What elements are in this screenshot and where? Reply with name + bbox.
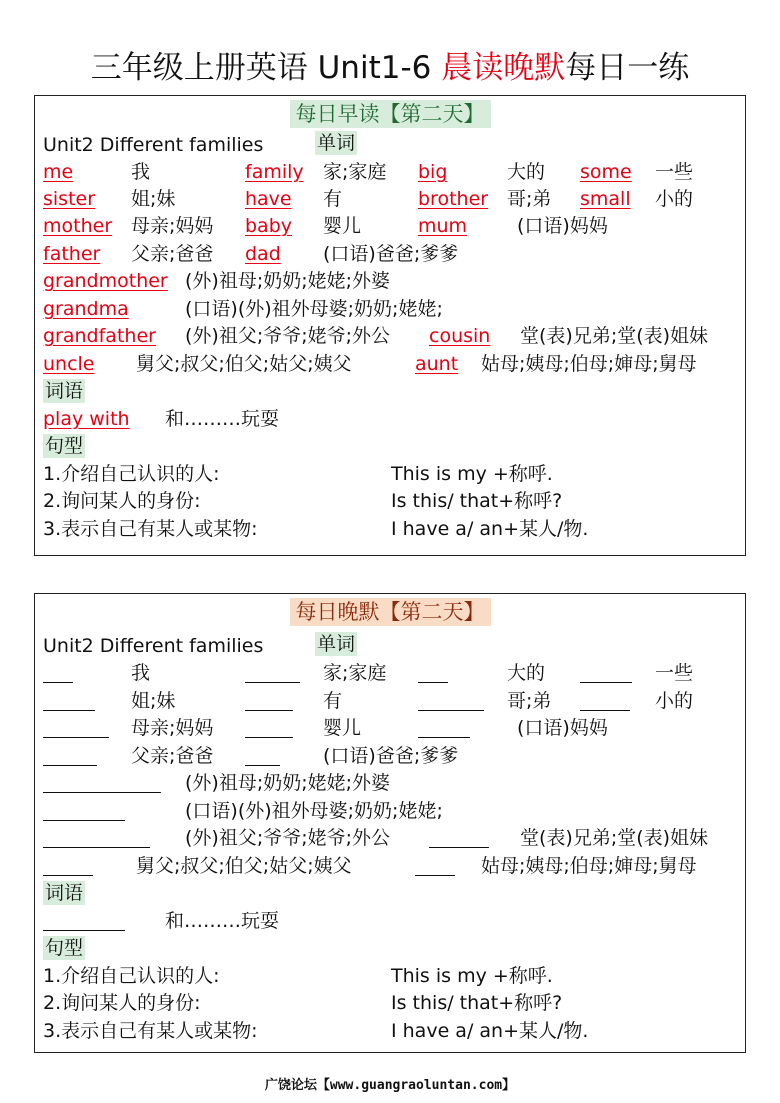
morning-header: 每日早读【第二天】	[35, 100, 745, 128]
answer-blank[interactable]	[245, 682, 300, 683]
sentence-desc: 2.询问某人的身份:	[43, 490, 201, 512]
phrase-en: play with	[43, 408, 130, 430]
word-cn: 一些	[655, 662, 694, 684]
answer-blank[interactable]	[43, 737, 109, 738]
sentence-desc: 3.表示自己有某人或某物:	[43, 518, 258, 540]
word-en: me	[43, 161, 74, 183]
word-en: big	[418, 161, 448, 183]
word-cn: (外)祖母;奶奶;姥姥;外婆	[185, 270, 391, 292]
sentence-desc: 3.表示自己有某人或某物:	[43, 1020, 258, 1042]
word-en: some	[580, 161, 632, 183]
title-part3: 每日一练	[565, 50, 690, 86]
word-cn: 父亲;爸爸	[131, 243, 214, 265]
word-cn: 堂(表)兄弟;堂(表)姐妹	[520, 325, 709, 347]
word-cn: 家;家庭	[323, 161, 387, 183]
answer-blank[interactable]	[43, 847, 150, 848]
word-en: grandmother	[43, 270, 168, 292]
word-cn: 堂(表)兄弟;堂(表)姐妹	[520, 827, 709, 849]
answer-blank[interactable]	[43, 820, 125, 821]
unit-title: Unit2 Different families	[43, 134, 264, 156]
evening-dictation-box	[34, 593, 746, 1053]
footer-site[interactable]: 【www.guangraoluntan.com】	[316, 1078, 516, 1093]
answer-blank[interactable]	[43, 682, 73, 683]
label-sentences: 句型	[45, 435, 84, 457]
sentence-desc: 1.介绍自己认识的人:	[43, 965, 220, 987]
answer-blank[interactable]	[43, 710, 95, 711]
sentence-pattern: This is my +称呼.	[391, 965, 553, 987]
word-cn: 姑母;姨母;伯母;婶母;舅母	[481, 855, 697, 877]
word-cn: 大的	[507, 161, 546, 183]
word-cn: 有	[323, 690, 343, 712]
answer-blank[interactable]	[43, 875, 93, 876]
word-cn: (口语)(外)祖外母婆;奶奶;姥姥;	[185, 800, 443, 822]
word-en: sister	[43, 188, 96, 210]
phrase-cn: 和………玩耍	[165, 408, 280, 430]
answer-blank[interactable]	[415, 875, 455, 876]
answer-blank[interactable]	[43, 930, 125, 931]
answer-blank[interactable]	[245, 710, 293, 711]
word-en: baby	[245, 215, 293, 237]
word-en: small	[580, 188, 631, 210]
label-phrases: 词语	[45, 882, 84, 904]
title-part2: 晨读晚默	[441, 50, 566, 86]
word-cn: (口语)(外)祖外母婆;奶奶;姥姥;	[185, 298, 443, 320]
word-en: uncle	[43, 353, 95, 375]
sentence-pattern: Is this/ that+称呼?	[391, 490, 563, 512]
word-cn: (外)祖父;爷爷;姥爷;外公	[185, 325, 391, 347]
page-title	[0, 44, 780, 92]
word-cn: 舅父;叔父;伯父;姑父;姨父	[136, 353, 352, 375]
word-en: aunt	[415, 353, 459, 375]
sentence-pattern: I have a/ an+某人/物.	[391, 518, 589, 540]
word-en: father	[43, 243, 101, 265]
word-cn: 母亲;妈妈	[131, 717, 214, 739]
sentence-pattern: I have a/ an+某人/物.	[391, 1020, 589, 1042]
label-sentences: 句型	[45, 937, 84, 959]
word-cn: 哥;弟	[507, 690, 552, 712]
answer-blank[interactable]	[43, 765, 97, 766]
phrase-cn: 和………玩耍	[165, 910, 280, 932]
word-cn: (外)祖父;爷爷;姥爷;外公	[185, 827, 391, 849]
word-en: grandma	[43, 298, 129, 320]
label-phrases: 词语	[45, 380, 84, 402]
word-cn: 父亲;爸爸	[131, 745, 214, 767]
word-cn: 哥;弟	[507, 188, 552, 210]
title-part1: 三年级上册英语 Unit1-6	[90, 50, 442, 86]
word-cn: 家;家庭	[323, 662, 387, 684]
word-cn: 一些	[655, 161, 694, 183]
sentence-pattern: Is this/ that+称呼?	[391, 992, 563, 1014]
unit-title: Unit2 Different families	[43, 635, 264, 657]
footer	[0, 1074, 780, 1093]
answer-blank[interactable]	[418, 682, 448, 683]
answer-blank[interactable]	[245, 737, 293, 738]
word-cn: (外)祖母;奶奶;姥姥;外婆	[185, 772, 391, 794]
word-cn: 小的	[655, 690, 694, 712]
answer-blank[interactable]	[418, 710, 484, 711]
word-cn: 姐;妹	[131, 690, 176, 712]
answer-blank[interactable]	[580, 682, 632, 683]
word-cn: 我	[131, 161, 151, 183]
word-cn: 大的	[507, 662, 546, 684]
label-words: 单词	[317, 132, 356, 154]
word-cn: 婴儿	[323, 215, 362, 237]
answer-blank[interactable]	[245, 765, 280, 766]
word-en: have	[245, 188, 292, 210]
label-words: 单词	[317, 633, 356, 655]
answer-blank[interactable]	[418, 737, 470, 738]
sentence-pattern: This is my +称呼.	[391, 463, 553, 485]
word-cn: 婴儿	[323, 717, 362, 739]
word-cn: 舅父;叔父;伯父;姑父;姨父	[136, 855, 352, 877]
footer-name: 广饶论坛	[264, 1078, 317, 1093]
word-en: family	[245, 161, 304, 183]
sentence-desc: 1.介绍自己认识的人:	[43, 463, 220, 485]
word-cn: (口语)妈妈	[517, 717, 608, 739]
word-cn: 姐;妹	[131, 188, 176, 210]
word-cn: 母亲;妈妈	[131, 215, 214, 237]
answer-blank[interactable]	[429, 847, 489, 848]
word-cn: 姑母;姨母;伯母;婶母;舅母	[481, 353, 697, 375]
word-cn: 我	[131, 662, 151, 684]
word-en: dad	[245, 243, 281, 265]
word-en: cousin	[429, 325, 491, 347]
answer-blank[interactable]	[580, 710, 630, 711]
word-cn: 有	[323, 188, 343, 210]
word-cn: (口语)妈妈	[517, 215, 608, 237]
word-en: brother	[418, 188, 489, 210]
morning-reading-box	[34, 95, 746, 556]
sentence-desc: 2.询问某人的身份:	[43, 992, 201, 1014]
word-cn: 小的	[655, 188, 694, 210]
answer-blank[interactable]	[43, 792, 161, 793]
word-en: grandfather	[43, 325, 156, 347]
word-en: mother	[43, 215, 113, 237]
word-en: mum	[418, 215, 468, 237]
word-cn: (口语)爸爸;爹爹	[323, 745, 459, 767]
word-cn: (口语)爸爸;爹爹	[323, 243, 459, 265]
evening-header: 每日晚默【第二天】	[35, 598, 745, 626]
